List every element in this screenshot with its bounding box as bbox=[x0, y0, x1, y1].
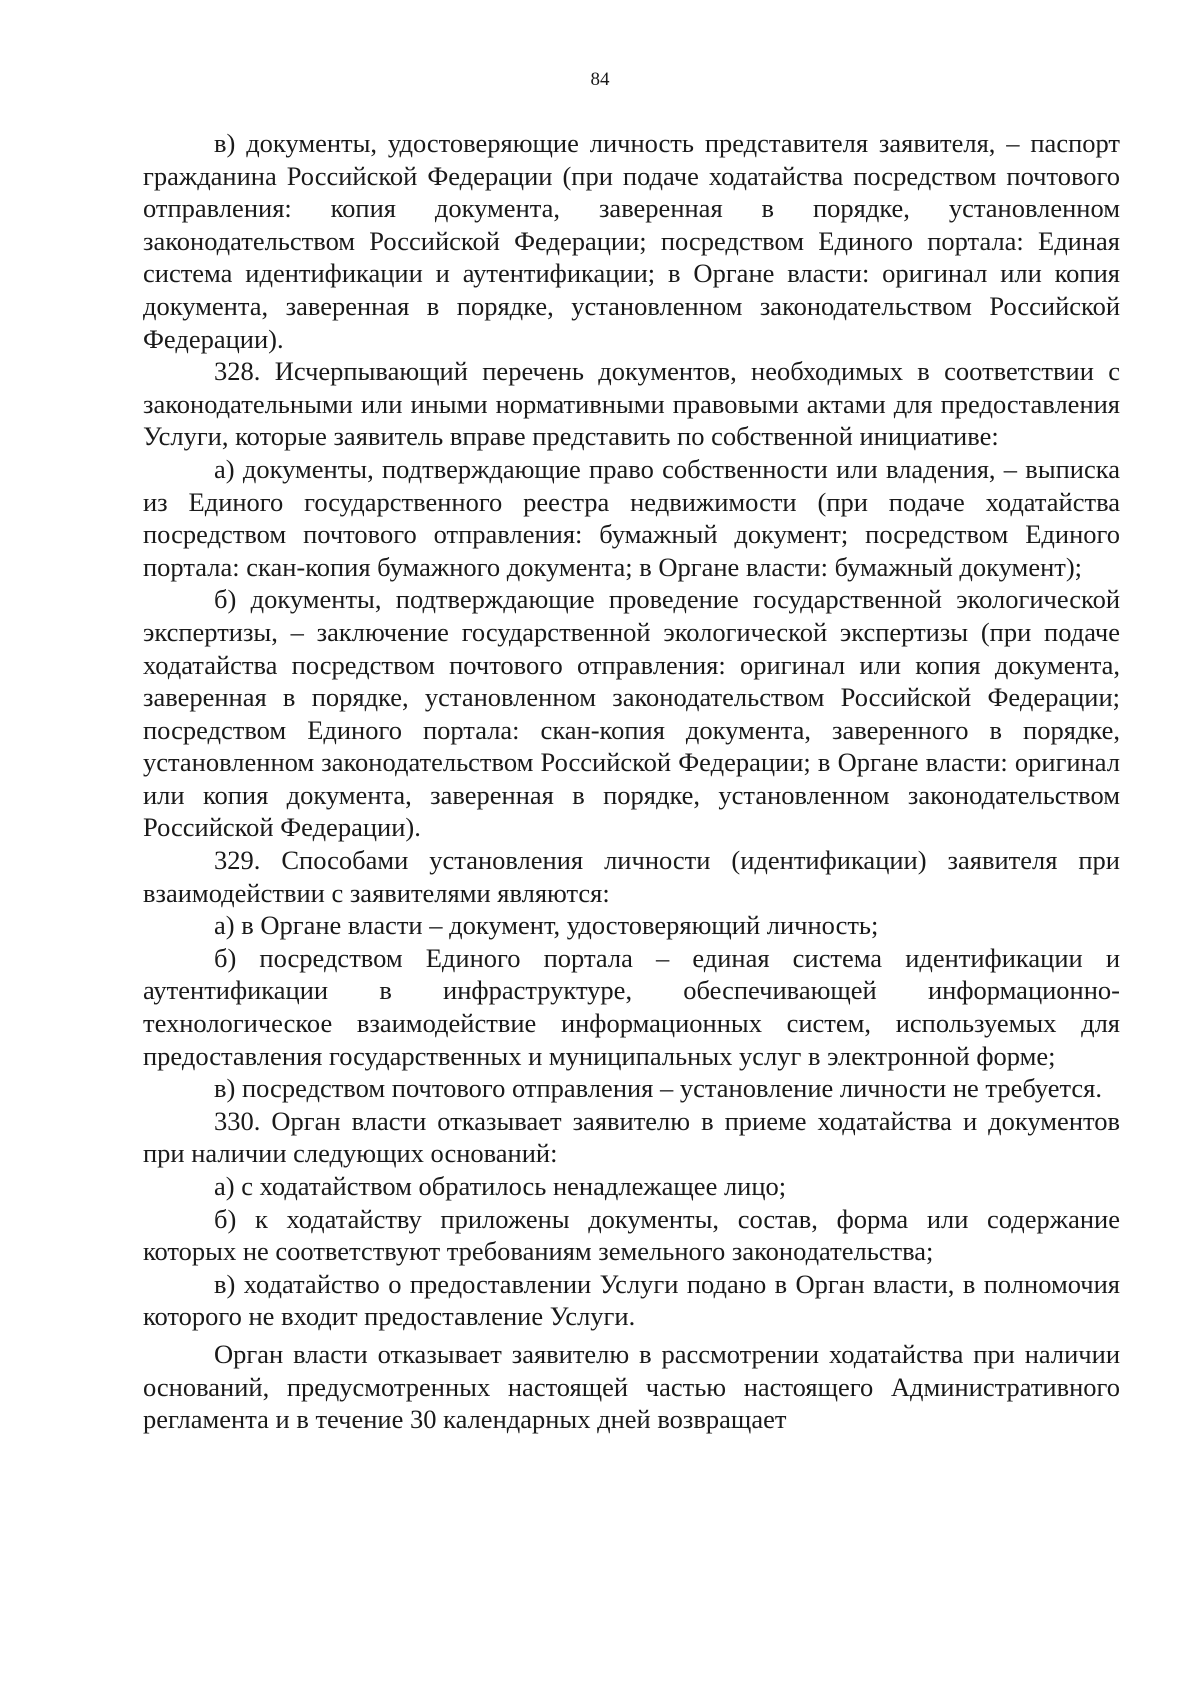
paragraph-330-b: б) к ходатайству приложены документы, состав, форма или содержание которых не соответствуют требованиям земельного законодательства; bbox=[143, 1203, 1120, 1267]
paragraph-329-a: а) в Органе власти – документ, удостоверяющий личность; bbox=[214, 910, 879, 941]
paragraph-passport-docs: в) документы, удостоверяющие личность представителя заявителя, – паспорт гражданина Российской Федерации (при подаче ходатайства посредством почтового отправления: копия документа, заверенная в порядке, установленном законодательством Российской Федерации; посредством Единого портала: Единая система идентификации и аутентификации; в Органе власти: оригинал или копия документа, заверенная в порядке, установленном законодательством Российской Федерации). bbox=[143, 128, 1120, 354]
paragraph-329-intro: 329. Способами установления личности (идентификации) заявителя при взаимодействии с заявителями являются: bbox=[143, 845, 1120, 908]
paragraph-330-a: а) с ходатайством обратилось ненадлежащее лицо; bbox=[214, 1171, 787, 1201]
paragraph-328-b: б) документы, подтверждающие проведение государственной экологической экспертизы, – заключение государственной экологической экспертизы (при подаче ходатайства посредством почтового отправления: оригинал или копия документа, заверенная в порядке, установленном законодательством Российской Федерации; посредством Единого портала: скан-копия документа, заверенного в порядке, установленном законодательством Российской Федерации; в Органе власти: оригинал или копия документа, заверенная в порядке, установленном законодательством Российской Федерации). bbox=[143, 584, 1120, 843]
paragraph-328-a: а) документы, подтверждающие право собственности или владения, – выписка из Единого государственного реестра недвижимости (при подаче ходатайства посредством почтового отправления: бумажный документ; посредством Единого портала: скан-копия бумажного документа; в Органе власти: бумажный документ); bbox=[143, 453, 1120, 582]
paragraph-330-intro: 330. Орган власти отказывает заявителю в приеме ходатайства и документов при наличии следующих оснований: bbox=[143, 1105, 1120, 1169]
page-number: 84 bbox=[590, 69, 610, 90]
paragraph-330-c: в) ходатайство о предоставлении Услуги подано в Орган власти, в полномочия которого не входит предоставление Услуги. bbox=[143, 1268, 1120, 1332]
paragraph-329-b: б) посредством Единого портала – единая система идентификации и аутентификации в инфраструктуре, обеспечивающей информационно-технологическое взаимодействие информационных систем, используемых для предоставления государственных и муниципальных услуг в электронной форме; bbox=[143, 942, 1120, 1071]
document-body bbox=[143, 127, 1120, 1436]
paragraph-refusal: Орган власти отказывает заявителю в рассмотрении ходатайства при наличии оснований, предусмотренных настоящей частью настоящего Административного регламента и в течение 30 календарных дней возвращает bbox=[143, 1338, 1120, 1435]
paragraph-328-intro: 328. Исчерпывающий перечень документов, необходимых в соответствии с законодательными или иными нормативными правовыми актами для предоставления Услуги, которые заявитель вправе представить по собственной инициативе: bbox=[143, 356, 1120, 452]
paragraph-329-c: в) посредством почтового отправления – установление личности не требуется. bbox=[214, 1073, 1102, 1104]
